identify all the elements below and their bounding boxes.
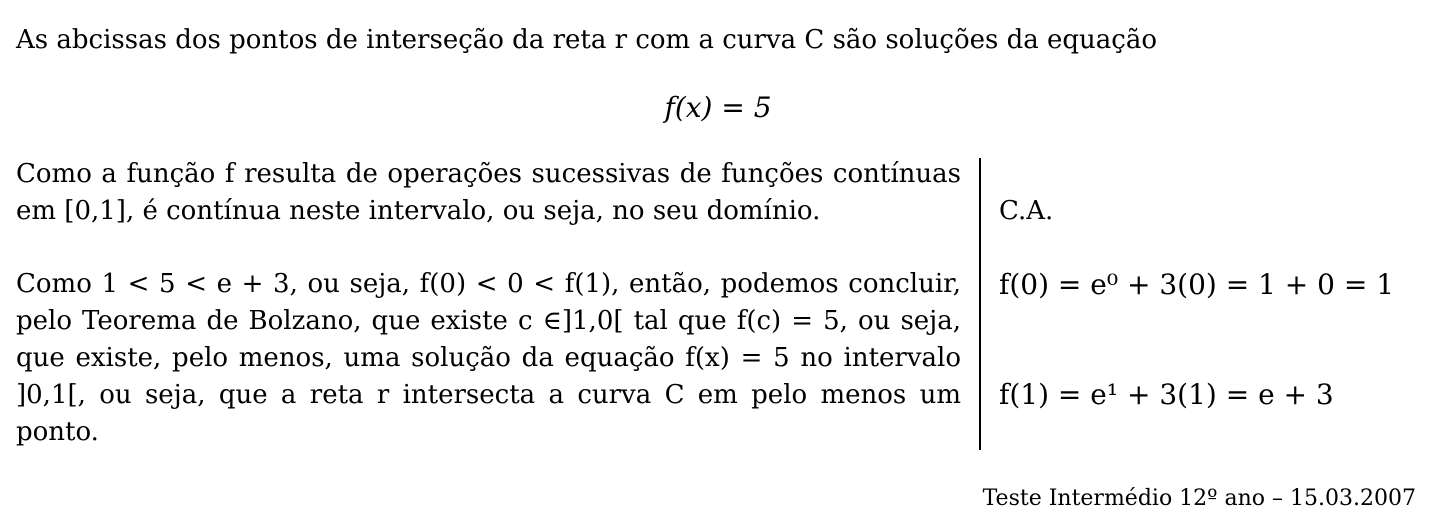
ca-f0-computation: f(0) = e⁰ + 3(0) = 1 + 0 = 1 [999,268,1395,301]
ca-label: C.A. [999,196,1054,226]
bolzano-paragraph: Como 1 < 5 < e + 3, ou seja, f(0) < 0 < f(1), então, podemos concluir, pelo Teorema de Bolzano, que existe c ∈]1,0[ tal que f(c) = 5, ou seja, que existe, pelo menos, uma solução da equação f(x) = 5 no intervalo ]0,1[, ou seja, que a reta r intersecta a curva C em pelo menos um ponto. [16,269,961,447]
ca-f1-computation: f(1) = e¹ + 3(1) = e + 3 [999,378,1334,411]
footer-source: Teste Intermédio 12º ano – 15.03.2007 [982,486,1416,511]
continuity-paragraph: Como a função f resulta de operações sucessivas de funções contínuas em [0,1], é contínua neste intervalo, ou seja, no seu domínio. [16,159,961,226]
column-divider [979,158,981,450]
reasoning-column [16,156,961,451]
intro-text: As abcissas dos pontos de interseção da reta r com a curva C são soluções da equação [16,25,1157,55]
equation: f(x) = 5 [664,91,772,124]
